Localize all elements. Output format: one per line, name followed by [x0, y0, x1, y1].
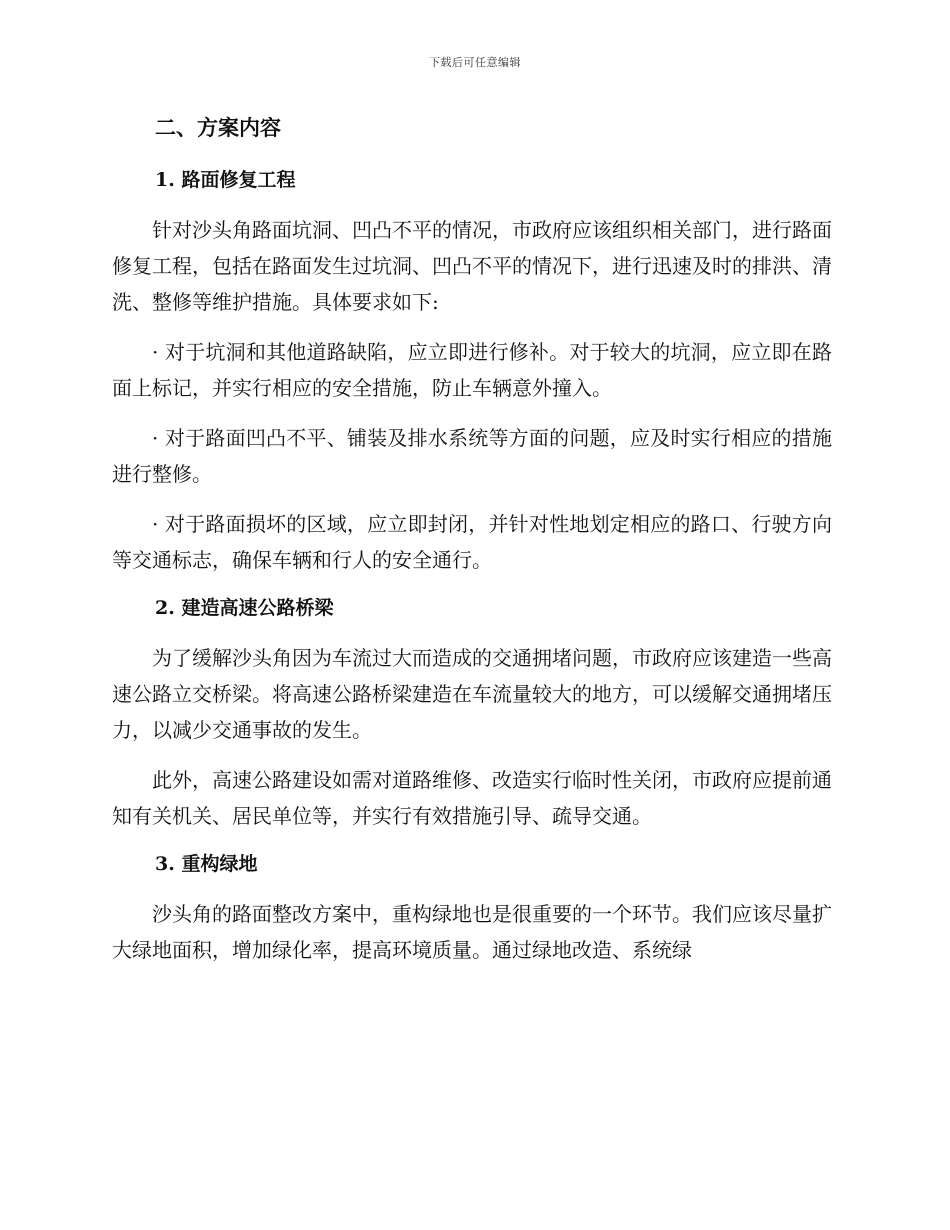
subsection-heading-1: 1. 路面修复工程 [155, 169, 296, 191]
header-note: 下载后可任意编辑 [429, 56, 521, 69]
section-title: 二、方案内容 [155, 115, 281, 140]
subsection-heading-2: 2. 建造高速公路桥梁 [155, 597, 334, 619]
bullet-paragraph: · 对于路面凹凸不平、铺装及排水系统等方面的问题，应及时实行相应的措施进行整修。 [112, 426, 832, 486]
document-body [112, 106, 832, 982]
paragraph: 沙头角的路面整改方案中，重构绿地也是很重要的一个环节。我们应该尽量扩大绿地面积，增加绿化率，提高环境质量。通过绿地改造、系统绿 [112, 902, 832, 962]
paragraph: 针对沙头角路面坑洞、凹凸不平的情况，市政府应该组织相关部门，进行路面修复工程，包括在路面发生过坑洞、凹凸不平的情况下，进行迅速及时的排洪、清洗、整修等维护措施。具体要求如下: [112, 218, 832, 314]
paragraph: 此外，高速公路建设如需对道路维修、改造实行临时性关闭，市政府应提前通知有关机关、居民单位等，并实行有效措施引导、疏导交通。 [112, 768, 832, 828]
paragraph: 为了缓解沙头角因为车流过大而造成的交通拥堵问题，市政府应该建造一些高速公路立交桥梁。将高速公路桥梁建造在车流量较大的地方，可以缓解交通拥堵压力，以减少交通事故的发生。 [112, 646, 832, 742]
subsection-heading-3: 3. 重构绿地 [155, 853, 258, 875]
bullet-paragraph: · 对于路面损坏的区域，应立即封闭，并针对性地划定相应的路口、行驶方向等交通标志，确保车辆和行人的安全通行。 [112, 512, 832, 572]
bullet-paragraph: · 对于坑洞和其他道路缺陷，应立即进行修补。对于较大的坑洞，应立即在路面上标记，并实行相应的安全措施，防止车辆意外撞入。 [112, 340, 832, 400]
